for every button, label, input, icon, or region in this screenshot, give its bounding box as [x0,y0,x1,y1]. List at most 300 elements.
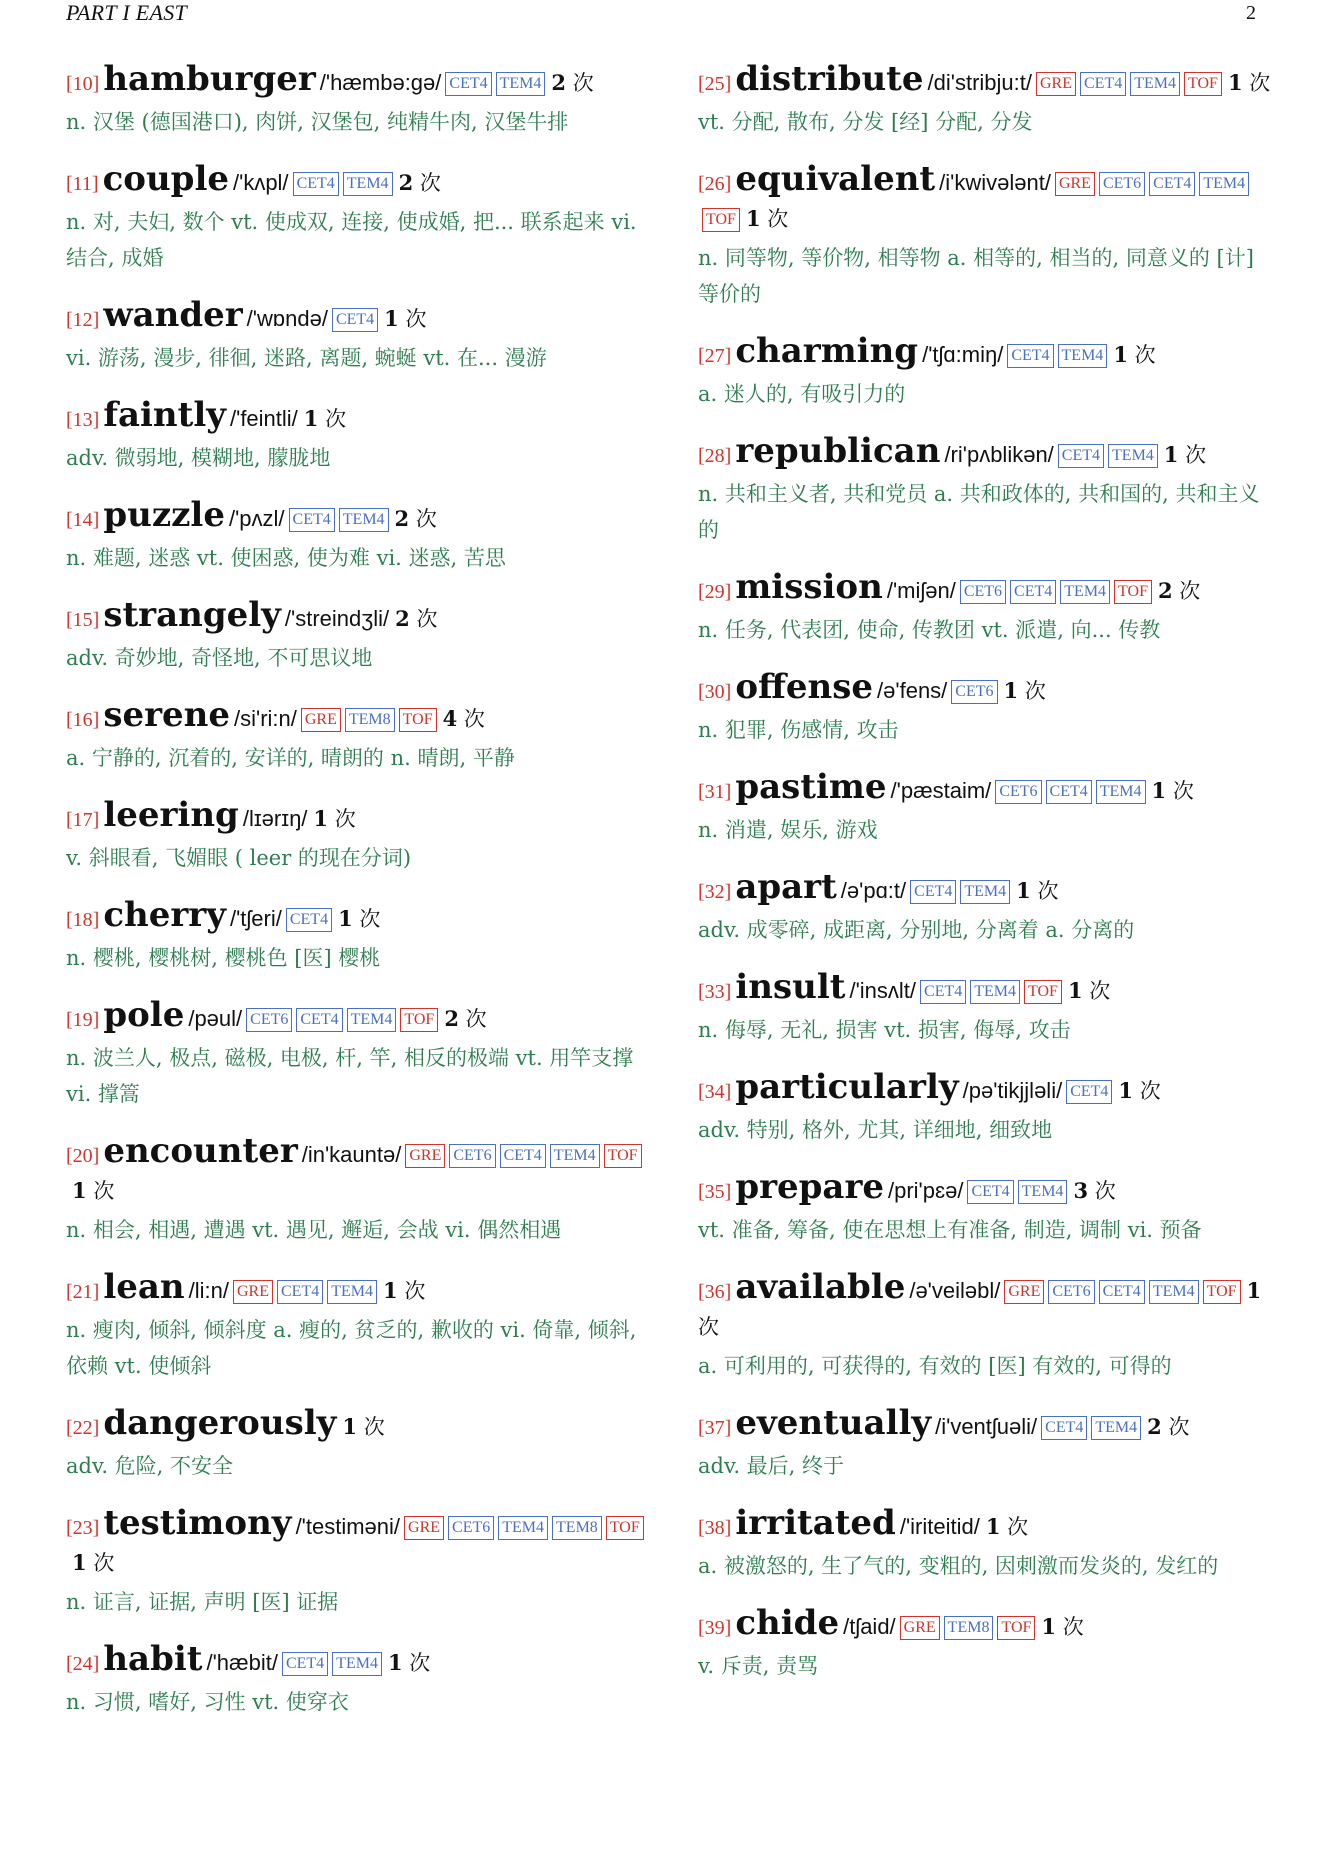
vocab-entry [698,1503,1272,1584]
entry-definition: adv. 成零碎, 成距离, 分别地, 分离着 a. 分离的 [698,918,1135,942]
exam-tag: TEM4 [332,1652,382,1676]
exam-tag: GRE [404,1516,444,1540]
exam-tag: CET6 [960,580,1006,604]
frequency-unit: 次 [463,707,485,731]
entry-headline [698,59,1272,102]
vocab-entry [66,159,646,276]
entry-frequency [399,171,441,195]
entry-word: strangely [103,595,281,635]
entry-headline [66,159,646,202]
vocab-entry [66,1267,646,1384]
entry-definition: n. 相会, 相遇, 遭遇 vt. 遇见, 邂逅, 会战 vi. 偶然相遇 [66,1218,562,1242]
exam-tag: CET4 [910,880,956,904]
vocab-entry [698,867,1272,948]
entry-frequency [383,1279,425,1303]
vocab-entry [66,995,646,1112]
vocab-entry [698,431,1272,548]
entry-frequency [395,607,437,631]
entry-definition: n. 习惯, 嗜好, 习性 vt. 使穿衣 [66,1690,349,1714]
entry-headline [698,1403,1272,1446]
frequency-number: 2 [444,1006,459,1031]
entry-number: [27] [698,345,732,367]
entry-headline [698,1167,1272,1210]
entry-definition: adv. 奇妙地, 奇怪地, 不可思议地 [66,646,373,670]
vocab-entry [66,695,646,776]
entry-definition: n. 瘦肉, 倾斜, 倾斜度 a. 瘦的, 贫乏的, 歉收的 vi. 倚靠, 倾斜, 依赖 vt. 使倾斜 [66,1318,637,1378]
entry-frequency [304,407,346,431]
entry-definition: a. 可利用的, 可获得的, 有效的 [医] 有效的, 可得的 [698,1354,1172,1378]
frequency-number: 2 [395,606,410,631]
entry-headline [698,667,1272,710]
entry-definition: n. 樱桃, 樱桃树, 樱桃色 [医] 樱桃 [66,946,381,970]
frequency-number: 1 [338,906,353,931]
exam-tag: CET4 [1007,344,1053,368]
entry-frequency [1113,343,1155,367]
entry-phonetic: /'tʃɑ:miŋ/ [922,342,1004,367]
exam-tag: CET4 [286,908,332,932]
entry-number: [29] [698,581,732,603]
frequency-number: 1 [313,806,329,831]
entry-phonetic: /i'ventʃuəli/ [935,1414,1038,1439]
exam-tag: TEM4 [1018,1180,1068,1204]
frequency-number: 1 [1016,878,1031,903]
entry-frequency [746,207,788,231]
entry-frequency [1004,679,1046,703]
frequency-unit: 次 [419,171,441,195]
vocab-entry [698,1403,1272,1484]
exam-tag: CET4 [500,1144,546,1168]
exam-tag: GRE [233,1280,273,1304]
entry-frequency [388,1651,430,1675]
exam-tag: TOF [1114,580,1152,604]
entry-number: [25] [698,73,732,95]
entry-word: cherry [103,895,226,935]
entry-definition: n. 难题, 迷惑 vt. 使困惑, 使为难 vi. 迷惑, 苦思 [66,546,506,570]
exam-tag: CET4 [277,1280,323,1304]
entry-number: [32] [698,881,732,903]
exam-tag: CET4 [296,1008,342,1032]
exam-tag: GRE [1036,72,1076,96]
entry-word: equivalent [735,159,936,199]
entry-headline [66,795,646,838]
entry-phonetic: /'tʃeri/ [229,906,282,931]
entry-definition: n. 同等物, 等价物, 相等物 a. 相等的, 相当的, 同意义的 [计] 等价的 [698,246,1254,306]
vocab-entry [66,595,646,676]
frequency-unit: 次 [1139,1079,1161,1103]
entry-frequency [1068,979,1110,1003]
exam-tag: CET4 [1041,1416,1087,1440]
entry-number: [14] [66,509,100,531]
entry-definition: a. 迷人的, 有吸引力的 [698,382,906,406]
exam-tag: CET4 [289,508,335,532]
entry-frequency [1041,1615,1083,1639]
frequency-number: 1 [1163,442,1179,467]
entry-word: republican [735,431,941,471]
vocab-entry [66,395,646,476]
exam-tag: TOF [702,208,740,232]
entry-number: [31] [698,781,732,803]
entry-word: faintly [103,395,226,435]
entry-phonetic: /tʃaid/ [843,1614,896,1639]
frequency-unit: 次 [409,1651,431,1675]
exam-tag: TEM4 [1058,344,1108,368]
frequency-number: 1 [1151,778,1167,803]
entry-word: leering [103,795,239,835]
frequency-unit: 次 [334,807,356,831]
entry-frequency [986,1515,1028,1539]
entry-frequency [313,807,355,831]
entry-word: puzzle [103,495,225,535]
entry-frequency [1228,71,1270,95]
entry-headline [66,595,646,638]
entry-phonetic: /i'kwivələnt/ [939,170,1051,195]
exam-tag: TEM4 [1096,780,1146,804]
vocab-entry [698,667,1272,748]
entry-phonetic: /'pæstaim/ [890,778,992,803]
entry-phonetic: /si'ri:n/ [234,706,297,731]
entry-number: [37] [698,1417,732,1439]
entry-number: [10] [66,73,100,95]
entry-frequency [1147,1415,1189,1439]
exam-tag: TEM4 [1108,444,1158,468]
entry-number: [34] [698,1081,732,1103]
vocab-entry [66,1503,646,1620]
entry-frequency [551,71,593,95]
vocab-entry [698,1267,1272,1384]
entry-definition: n. 波兰人, 极点, 磁极, 电极, 杆, 竿, 相反的极端 vt. 用竿支撑 vi. 撑篙 [66,1046,634,1106]
frequency-unit: 次 [359,907,381,931]
entry-headline [66,895,646,938]
entry-definition: vt. 准备, 筹备, 使在思想上有准备, 制造, 调制 vi. 预备 [698,1218,1202,1242]
entry-word: mission [735,567,883,607]
exam-tag: TEM4 [1091,1416,1141,1440]
entry-headline [698,159,1272,238]
exam-tag: GRE [405,1144,445,1168]
entry-frequency [1016,879,1058,903]
vocab-entry [66,795,646,876]
entry-definition: adv. 最后, 终于 [698,1454,845,1478]
entry-definition: n. 消遣, 娱乐, 游戏 [698,818,878,842]
entry-phonetic: /ə'veiləbl/ [909,1278,1001,1303]
exam-tag: TOF [604,1144,642,1168]
entry-number: [22] [66,1417,100,1439]
frequency-number: 1 [1003,678,1019,703]
entry-phonetic: /pri'pɛə/ [888,1178,964,1203]
frequency-number: 1 [1246,1278,1262,1303]
entry-frequency [443,707,485,731]
entry-phonetic: /lɪərɪŋ/ [242,806,308,831]
exam-tag: CET6 [449,1144,495,1168]
entry-definition: adv. 危险, 不安全 [66,1454,234,1478]
page-number: 2 [1246,2,1256,24]
exam-tag: TOF [1024,980,1062,1004]
exam-tag: TEM4 [343,172,393,196]
entry-phonetic: /'streindʒli/ [284,606,390,631]
entry-phonetic: /'kʌpl/ [233,170,289,195]
exam-tag: TEM4 [1149,1280,1199,1304]
entry-frequency [1158,579,1200,603]
entry-number: [16] [66,709,100,731]
entry-headline [66,1131,646,1210]
exam-tag: TEM4 [496,72,546,96]
entry-frequency [444,1007,486,1031]
entry-word: particularly [735,1067,959,1107]
frequency-unit: 次 [93,1179,115,1203]
exam-tag: TEM4 [498,1516,548,1540]
frequency-unit: 次 [1168,1415,1190,1439]
entry-word: testimony [103,1503,292,1543]
entry-phonetic: /ə'pɑ:t/ [840,878,907,903]
exam-tag: TEM4 [970,980,1020,1004]
exam-tag: GRE [301,708,341,732]
entry-definition: vt. 分配, 散布, 分发 [经] 分配, 分发 [698,110,1033,134]
entry-frequency [395,507,437,531]
entry-phonetic: /pə'tikjjləli/ [962,1078,1063,1103]
entry-headline [698,1267,1272,1346]
entry-word: eventually [735,1403,932,1443]
exam-tag: TOF [1203,1280,1241,1304]
exam-tag: CET6 [951,680,997,704]
frequency-number: 2 [394,506,410,531]
exam-tag: CET4 [1066,1080,1112,1104]
entry-word: offense [735,667,874,707]
entry-headline [698,1067,1272,1110]
frequency-number: 2 [551,70,567,95]
exam-tag: CET4 [967,1180,1013,1204]
entry-headline [66,1267,646,1310]
entry-word: insult [735,967,846,1007]
exam-tag: CET6 [448,1516,494,1540]
entry-headline [66,395,646,438]
exam-tag: CET6 [246,1008,292,1032]
entry-definition: n. 对, 夫妇, 数个 vt. 使成双, 连接, 使成婚, 把... 联系起来 vi. 结合, 成婚 [66,210,637,270]
entry-number: [38] [698,1517,732,1539]
frequency-unit: 次 [1062,1615,1084,1639]
entry-word: habit [103,1639,203,1679]
exam-tag: TOF [400,1008,438,1032]
frequency-number: 4 [442,706,458,731]
entry-phonetic: /'hæbit/ [206,1650,278,1675]
exam-tag: GRE [1055,172,1095,196]
entry-phonetic: /'pʌzl/ [228,506,285,531]
frequency-unit: 次 [1094,1179,1116,1203]
entry-frequency [72,1179,114,1203]
exam-tag: CET4 [1058,444,1104,468]
entry-word: prepare [735,1167,884,1207]
frequency-unit: 次 [767,207,789,231]
entry-definition: a. 被激怒的, 生了气的, 变粗的, 因刺激而发炎的, 发红的 [698,1554,1219,1578]
entry-frequency [338,907,380,931]
entry-number: [20] [66,1145,100,1167]
entry-number: [19] [66,1009,100,1031]
entry-definition: n. 侮辱, 无礼, 损害 vt. 损害, 侮辱, 攻击 [698,1018,1071,1042]
page-header [66,0,1256,30]
entry-phonetic: /'iriteitid/ [899,1514,980,1539]
frequency-unit: 次 [1179,579,1201,603]
frequency-unit: 次 [1185,443,1207,467]
entry-frequency [1152,779,1194,803]
entry-definition: adv. 微弱地, 模糊地, 朦胧地 [66,446,331,470]
entry-number: [28] [698,445,732,467]
entry-number: [11] [66,173,99,195]
frequency-unit: 次 [416,607,438,631]
exam-tag: CET4 [1099,1280,1145,1304]
entry-frequency [72,1551,114,1575]
vocab-entry [698,967,1272,1048]
vocab-entry [698,567,1272,648]
entry-word: couple [102,159,229,199]
frequency-unit: 次 [363,1415,385,1439]
entry-headline [66,1403,646,1446]
entry-word: irritated [735,1503,896,1543]
frequency-number: 1 [383,1278,398,1303]
frequency-number: 1 [72,1178,87,1203]
entry-word: chide [735,1603,840,1643]
frequency-unit: 次 [93,1551,115,1575]
entry-phonetic: /'hæmbə:gə/ [319,70,442,95]
entry-word: pastime [735,767,887,807]
exam-tag: TEM8 [552,1516,602,1540]
frequency-unit: 次 [1089,979,1111,1003]
exam-tag: TEM4 [339,508,389,532]
exam-tag: CET4 [1149,172,1195,196]
entry-headline [698,767,1272,810]
entry-frequency [384,307,426,331]
entry-phonetic: /'feintli/ [230,406,298,431]
frequency-unit: 次 [415,507,437,531]
vocab-entry [66,59,646,140]
frequency-unit: 次 [1249,71,1271,95]
entry-definition: adv. 特别, 格外, 尤其, 详细地, 细致地 [698,1118,1053,1142]
entry-phonetic: /li:n/ [188,1278,229,1303]
exam-tag: CET6 [1099,172,1145,196]
exam-tag: CET4 [1080,72,1126,96]
vocab-entry [698,59,1272,140]
entry-headline [66,695,646,738]
exam-tag: TEM4 [960,880,1010,904]
vocab-entry [66,1131,646,1248]
exam-tag: TEM4 [550,1144,600,1168]
frequency-number: 3 [1073,1178,1089,1203]
entry-phonetic: /'miʃən/ [886,578,956,603]
frequency-number: 1 [985,1514,1001,1539]
exam-tag: CET4 [282,1652,328,1676]
right-column [698,59,1272,1706]
exam-tag: TEM4 [347,1008,397,1032]
exam-tag: CET4 [1046,780,1092,804]
entry-word: encounter [103,1131,298,1171]
frequency-unit: 次 [1172,779,1194,803]
exam-tag: TOF [399,708,437,732]
frequency-number: 1 [1227,70,1243,95]
entry-word: lean [103,1267,185,1307]
entry-number: [24] [66,1653,100,1675]
exam-tag: TEM8 [944,1616,994,1640]
exam-tag: TEM4 [327,1280,377,1304]
entry-definition: n. 犯罪, 伤感情, 攻击 [698,718,899,742]
entry-headline [698,331,1272,374]
exam-tag: TOF [997,1616,1035,1640]
entry-headline [698,431,1272,474]
exam-tag: TEM8 [345,708,395,732]
entry-word: hamburger [103,59,316,99]
entry-word: apart [735,867,837,907]
entry-headline [66,995,646,1038]
frequency-number: 2 [398,170,414,195]
vocab-entry [698,1067,1272,1148]
exam-tag: CET4 [293,172,339,196]
entry-phonetic: /'wɒndə/ [246,306,328,331]
frequency-unit: 次 [325,407,347,431]
entry-number: [33] [698,981,732,1003]
frequency-number: 1 [387,1650,403,1675]
frequency-number: 1 [1118,1078,1134,1103]
frequency-unit: 次 [1037,879,1059,903]
vocab-entry [66,495,646,576]
entry-phonetic: /'testiməni/ [295,1514,401,1539]
entry-number: [36] [698,1281,732,1303]
entry-headline [66,495,646,538]
exam-tag: TEM4 [1199,172,1249,196]
frequency-unit: 次 [465,1007,487,1031]
frequency-number: 2 [1157,578,1173,603]
exam-tag: GRE [1004,1280,1044,1304]
frequency-number: 1 [745,206,761,231]
entry-headline [66,59,646,102]
entry-headline [698,1503,1272,1546]
left-column [66,59,646,1742]
frequency-unit: 次 [572,71,594,95]
entry-number: [17] [66,809,100,831]
entry-phonetic: /'insʌlt/ [849,978,917,1003]
entry-definition: n. 共和主义者, 共和党员 a. 共和政体的, 共和国的, 共和主义的 [698,482,1260,542]
entry-word: distribute [735,59,924,99]
entry-number: [12] [66,309,100,331]
exam-tag: TEM4 [1060,580,1110,604]
vocab-entry [698,1603,1272,1684]
exam-tag: CET6 [1048,1280,1094,1304]
vocab-entry [698,767,1272,848]
entry-number: [21] [66,1281,100,1303]
entry-headline [698,1603,1272,1646]
exam-tag: TOF [1184,72,1222,96]
entry-number: [30] [698,681,732,703]
frequency-unit: 次 [1134,343,1156,367]
entry-number: [15] [66,609,100,631]
entry-headline [698,567,1272,610]
frequency-unit: 次 [405,307,427,331]
entry-frequency [342,1415,384,1439]
frequency-unit: 次 [698,1315,719,1339]
frequency-number: 1 [1113,342,1128,367]
entry-number: [13] [66,409,100,431]
exam-tag: GRE [900,1616,940,1640]
entry-phonetic: /ə'fens/ [877,678,948,703]
entry-phonetic: /ri'pʌblikən/ [944,442,1054,467]
frequency-unit: 次 [404,1279,426,1303]
frequency-number: 2 [1147,1414,1162,1439]
entry-definition: n. 汉堡 (德国港口), 肉饼, 汉堡包, 纯精牛肉, 汉堡牛排 [66,110,569,134]
frequency-number: 1 [384,306,399,331]
entry-frequency [1118,1079,1160,1103]
vocab-entry [698,159,1272,312]
frequency-number: 1 [342,1414,358,1439]
entry-definition: n. 证言, 证据, 声明 [医] 证据 [66,1590,339,1614]
entry-number: [39] [698,1617,732,1639]
entry-frequency [1073,1179,1115,1203]
exam-tag: TEM4 [1130,72,1180,96]
vocab-entry [698,1167,1272,1248]
